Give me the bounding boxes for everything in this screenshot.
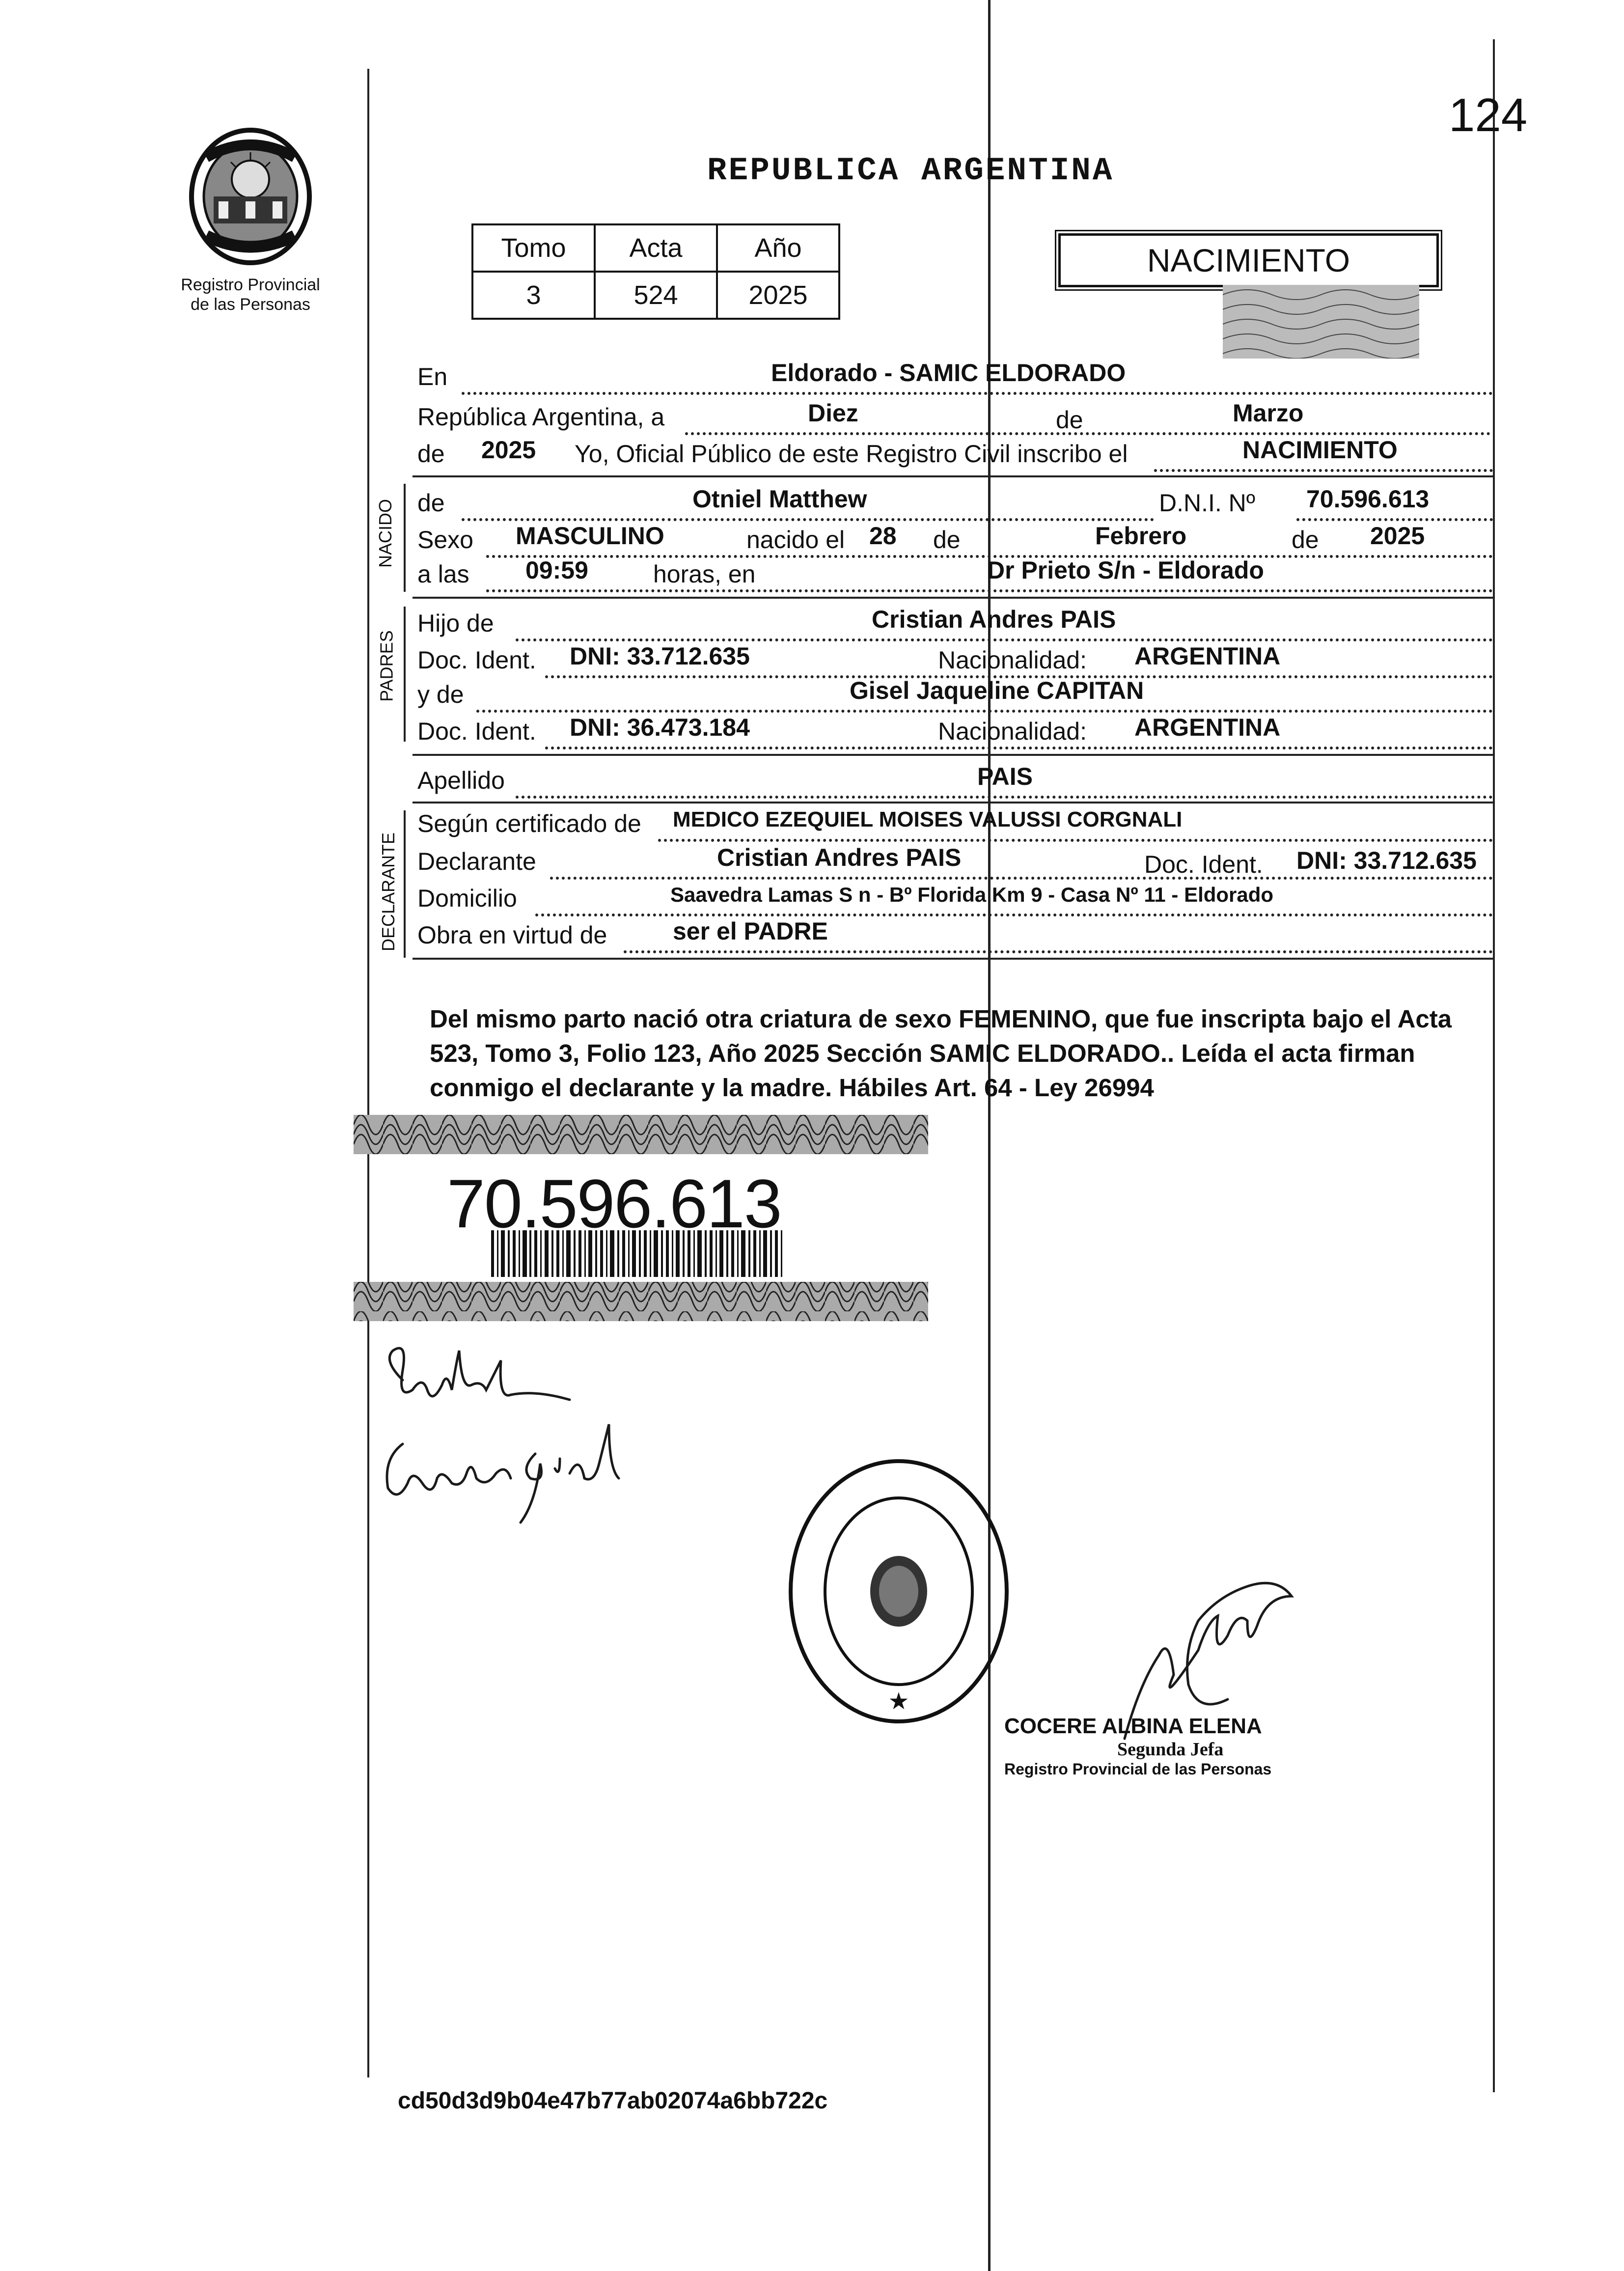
de2-label: de xyxy=(417,440,445,468)
security-hologram-icon xyxy=(1223,285,1419,359)
dni-value: 70.596.613 xyxy=(1306,485,1430,513)
anio-header: Año xyxy=(717,224,839,272)
domicilio-value: Saavedra Lamas S n - Bº Florida Km 9 - Casa Nº 11 - Eldorado xyxy=(670,883,1274,906)
official-office: Registro Provincial de las Personas xyxy=(1004,1760,1272,1778)
fold-line xyxy=(988,0,991,2271)
anio-value: 2025 xyxy=(481,436,536,464)
dni-label: D.N.I. Nº xyxy=(1159,489,1256,517)
domicilio-label: Domicilio xyxy=(417,885,517,912)
madre-nac-label: Nacionalidad: xyxy=(938,718,1087,745)
de-label: de xyxy=(1056,406,1083,434)
decl-doc-label: Doc. Ident. xyxy=(1144,851,1263,878)
padre-doc-value: DNI: 33.712.635 xyxy=(570,642,750,670)
nacido-bracket xyxy=(404,484,406,592)
a-las-label: a las xyxy=(417,560,469,588)
registry-label-line2: de las Personas xyxy=(191,295,310,314)
horas-en-label: horas, en xyxy=(653,560,756,588)
registry-table xyxy=(471,223,840,320)
madre-value: Gisel Jaqueline CAPITAN xyxy=(850,677,1144,704)
padre-nac-label: Nacionalidad: xyxy=(938,646,1087,674)
hijo-de-label: Hijo de xyxy=(417,609,494,637)
padre-nac-value: ARGENTINA xyxy=(1134,642,1281,670)
row-oficial xyxy=(417,436,1498,479)
document-hash: cd50d3d9b04e47b77ab02074a6bb722c xyxy=(398,2088,828,2114)
declarante-label: Declarante xyxy=(417,848,536,875)
svg-text:★: ★ xyxy=(888,1689,909,1715)
declarante-value: Cristian Andres PAIS xyxy=(717,844,962,871)
madre-nac-value: ARGENTINA xyxy=(1134,714,1281,741)
page-number: 124 xyxy=(1449,89,1528,141)
nac-de2-label: de xyxy=(1292,526,1319,554)
left-margin-line xyxy=(367,69,369,2077)
nac-dia-value: 28 xyxy=(869,522,897,550)
padres-bracket xyxy=(404,607,406,742)
separator-1 xyxy=(413,475,1493,477)
official-name: COCERE ALBINA ELENA xyxy=(1004,1714,1262,1738)
segun-label: Según certificado de xyxy=(417,810,641,837)
document-type-box: NACIMIENTO xyxy=(1058,233,1439,287)
y-de-label: y de xyxy=(417,681,464,708)
lugar-value: Dr Prieto S/n - Eldorado xyxy=(987,556,1264,584)
hora-value: 09:59 xyxy=(525,556,588,584)
header-title: REPUBLICA ARGENTINA xyxy=(707,152,1114,189)
row-apellido xyxy=(417,763,1498,805)
row-en xyxy=(417,359,1498,402)
official-title: Segunda Jefa xyxy=(1117,1739,1224,1760)
apellido-value: PAIS xyxy=(977,763,1033,790)
nombre-value: Otniel Matthew xyxy=(692,485,867,513)
registry-label-line1: Registro Provincial xyxy=(181,276,320,294)
separator-3 xyxy=(413,754,1493,756)
anio-value: 2025 xyxy=(717,272,839,319)
obra-label: Obra en virtud de xyxy=(417,921,607,949)
misiones-crest-icon xyxy=(177,123,324,270)
birth-note: Del mismo parto nació otra criatura de sexo FEMENINO, que fue inscripta bajo el Acta 523, Tomo 3, Folio 123, Año 2025 Sección SAMIC ELDORADO.. Leída el acta firman conmigo el declarante y la madre. Hábiles Art. 64 - Ley 26994 xyxy=(430,1005,1452,1102)
separator-5 xyxy=(413,958,1493,960)
nacido-de-label: de xyxy=(417,489,445,517)
official-block xyxy=(1004,1714,1271,1778)
registry-seal-icon xyxy=(783,1454,1014,1729)
inscribo-value: NACIMIENTO xyxy=(1242,436,1398,464)
nacido-section-label: NACIDO xyxy=(375,499,396,568)
tomo-value: 3 xyxy=(472,272,595,319)
dia-value: Diez xyxy=(808,399,858,427)
madre-signature xyxy=(373,1414,648,1532)
sexo-value: MASCULINO xyxy=(516,522,664,550)
segun-value: MEDICO EZEQUIEL MOISES VALUSSI CORGNALI xyxy=(673,807,1183,831)
dni-strip-number: 70.596.613 xyxy=(447,1165,781,1242)
apellido-label: Apellido xyxy=(417,767,505,794)
separator-2 xyxy=(413,597,1493,599)
decl-doc-value: DNI: 33.712.635 xyxy=(1296,847,1477,874)
oficial-text: Yo, Oficial Público de este Registro Civil inscribo el xyxy=(575,440,1128,468)
padre-value: Cristian Andres PAIS xyxy=(872,606,1116,633)
nac-de-label: de xyxy=(933,526,961,554)
madre-doc-value: DNI: 36.473.184 xyxy=(570,714,750,741)
row-declarante xyxy=(417,844,1498,886)
right-margin-line xyxy=(1493,39,1495,2092)
row-segun xyxy=(417,809,1498,849)
acta-header: Acta xyxy=(595,224,717,272)
en-label: En xyxy=(417,363,448,390)
nac-anio-value: 2025 xyxy=(1370,522,1425,550)
obra-value: ser el PADRE xyxy=(673,917,828,945)
declarante-section-label: DECLARANTE xyxy=(378,832,399,952)
nacido-el-label: nacido el xyxy=(746,526,845,554)
separator-4 xyxy=(413,802,1493,803)
declarante-bracket xyxy=(404,810,406,958)
row-domicilio xyxy=(417,884,1498,923)
registry-label xyxy=(147,275,354,314)
row-hora xyxy=(417,556,1498,599)
tomo-header: Tomo xyxy=(472,224,595,272)
madre-doc-label: Doc. Ident. xyxy=(417,718,536,745)
acta-value: 524 xyxy=(595,272,717,319)
row-obra xyxy=(417,917,1498,960)
padres-section-label: PADRES xyxy=(376,630,397,702)
padre-doc-label: Doc. Ident. xyxy=(417,646,536,674)
nac-mes-value: Febrero xyxy=(1095,522,1187,550)
republica-label: República Argentina, a xyxy=(417,403,665,431)
sexo-label: Sexo xyxy=(417,526,473,554)
mes-value: Marzo xyxy=(1233,399,1304,427)
row-madre-doc xyxy=(417,714,1498,756)
en-value: Eldorado - SAMIC ELDORADO xyxy=(771,359,1126,387)
